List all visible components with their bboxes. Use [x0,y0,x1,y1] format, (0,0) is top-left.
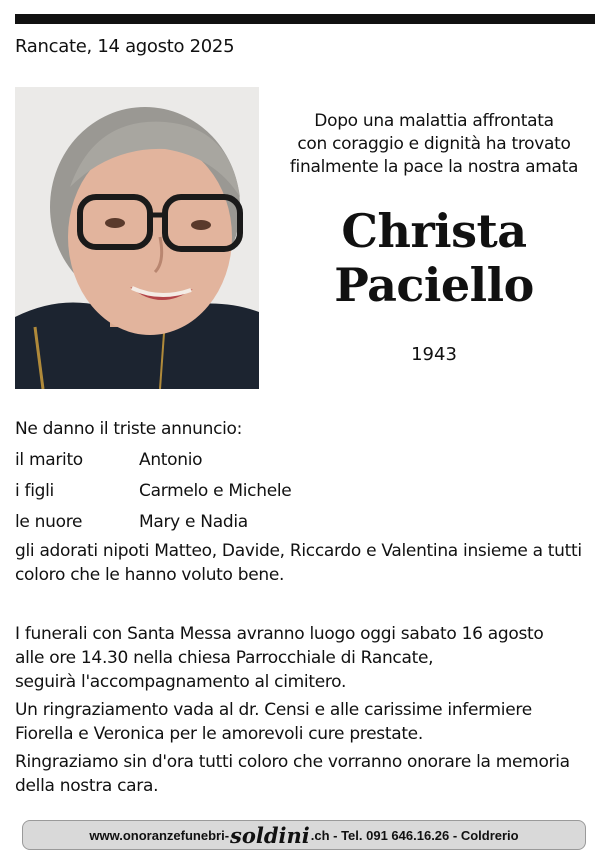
funeral-details [15,622,595,694]
nephews-text: gli adorati nipoti Matteo, Davide, Riccardo e Valentina insieme a tutti coloro che le hanno voluto bene. [15,541,582,585]
intro-line: con coraggio e dignità ha trovato [297,134,571,154]
intro-line: Dopo una malattia affrontata [314,111,554,131]
relative-row [15,506,595,537]
intro-text [284,110,584,179]
top-divider-bar [15,14,595,24]
funeral-home-footer [22,820,586,850]
first-name: Christa [341,204,527,258]
closing-line: Ringraziamo sin d'ora tutti coloro che vorranno onorare la memoria [15,752,570,772]
relative-row [15,475,595,506]
intro-line: finalmente la pace la nostra amata [289,157,579,177]
relative-names: Antonio [139,449,203,470]
closing-text [15,750,595,798]
funeral-line: I funerali con Santa Messa avranno luogo oggi sabato 16 agosto [15,624,544,644]
relative-names: Carmelo e Michele [139,480,292,501]
closing-line: della nostra cara. [15,776,159,796]
relative-row [15,444,595,475]
birth-year: 1943 [411,344,457,365]
funeral-line: alle ore 14.30 nella chiesa Parrocchiale di Rancate, [15,648,434,668]
thanks-line: Fiorella e Veronica per le amorevoli cure prestate. [15,724,423,744]
relative-role: le nuore [15,511,83,532]
footer-site-prefix: www.onoranzefunebri- [89,827,230,843]
deceased-name [284,204,584,312]
relative-role: il marito [15,449,83,470]
place-date: Rancate, 14 agosto 2025 [15,36,235,57]
relative-names: Mary e Nadia [139,511,248,532]
announcement-section [15,416,595,587]
relative-role: i figli [15,480,54,501]
portrait-illustration [15,87,259,389]
footer-brand: soldini [230,822,310,848]
footer-site-suffix: .ch - Tel. 091 646.16.26 - Coldrerio [310,827,519,843]
last-name: Paciello [334,258,534,312]
funeral-line: seguirà l'accompagnamento al cimitero. [15,672,347,692]
funeral-section [15,622,595,802]
thanks-line: Un ringraziamento vada al dr. Censi e alle carissime infermiere [15,700,532,720]
announce-heading: Ne danno il triste annuncio: [15,419,243,439]
portrait-photo [15,87,259,389]
thanks-text [15,698,595,746]
